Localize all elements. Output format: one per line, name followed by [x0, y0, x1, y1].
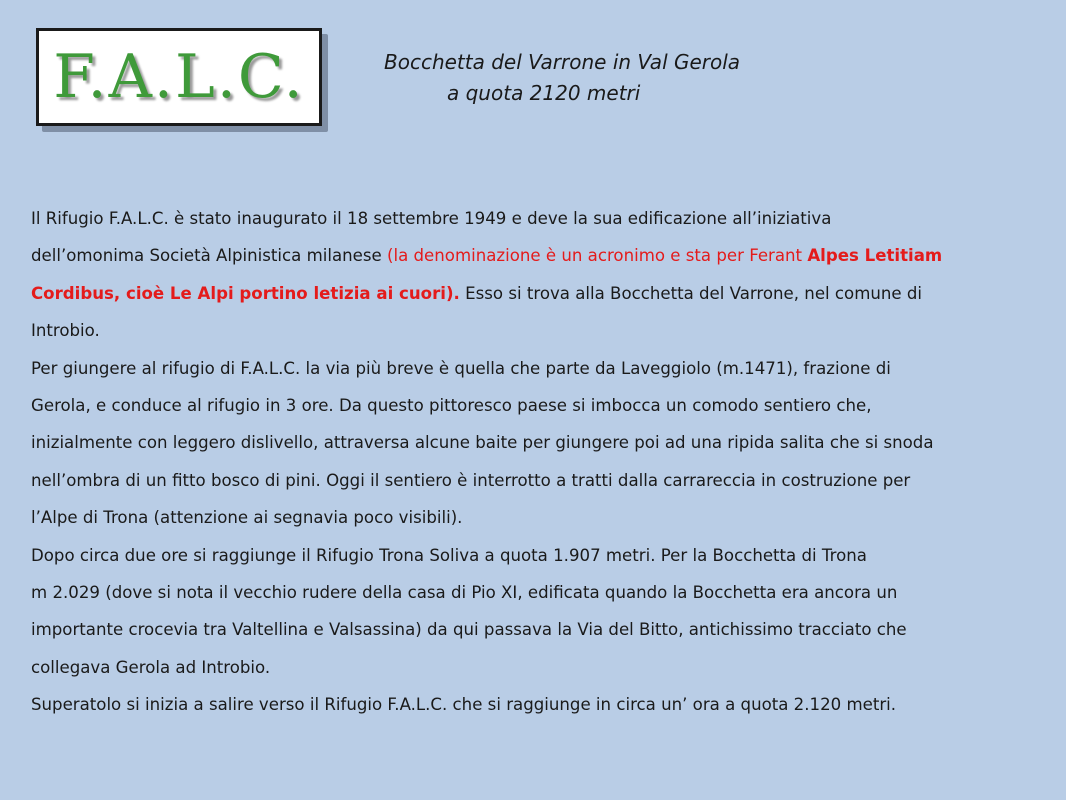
- text-line: Superatolo si inizia a salire verso il Rifugio F.A.L.C. che si raggiunge in circa un’ ora a quota 2.120 metri.: [31, 695, 897, 715]
- description-text: [31, 200, 1041, 724]
- acronym-close: ).: [445, 283, 460, 303]
- falc-logo: [36, 28, 322, 126]
- title-line-1: Bocchetta del Varrone in Val Gerola: [384, 50, 741, 74]
- page-title: [384, 47, 740, 109]
- text-segment: Esso si trova alla Bocchetta del Varrone, nel comune di: [459, 283, 923, 303]
- title-line-2: a quota 2120 metri: [447, 81, 641, 105]
- text-line: Per giungere al rifugio di F.A.L.C. la via più breve è quella che parte da Laveggiolo (m.1471), frazione di: [31, 358, 891, 378]
- text-line: importante crocevia tra Valtellina e Valsassina) da qui passava la Via del Bitto, antichissimo tracciato che: [31, 620, 907, 640]
- acronym-translation: Cordibus, cioè Le Alpi portino letizia ai cuori: [31, 283, 446, 303]
- text-line: collegava Gerola ad Introbio.: [31, 657, 271, 677]
- text-line: Introbio.: [31, 321, 100, 341]
- text-line: Gerola, e conduce al rifugio in 3 ore. Da questo pittoresco paese si imbocca un comodo sentiero che,: [31, 396, 872, 416]
- text-line: Dopo circa due ore si raggiunge il Rifugio Trona Soliva a quota 1.907 metri. Per la Bocchetta di Trona: [31, 545, 867, 565]
- text-line: [31, 275, 1041, 312]
- text-line: [31, 237, 1041, 274]
- text-line: Il Rifugio F.A.L.C. è stato inaugurato il 18 settembre 1949 e deve la sua edificazione all’iniziativa: [31, 209, 832, 228]
- text-segment: dell’omonima Società Alpinistica milanese: [31, 246, 387, 266]
- acronym-latin: Alpes Letitiam: [807, 246, 943, 266]
- text-line: nell’ombra di un fitto bosco di pini. Oggi il sentiero è interrotto a tratti dalla carrareccia in costruzione per: [31, 470, 911, 490]
- text-line: m 2.029 (dove si nota il vecchio rudere della casa di Pio XI, edificata quando la Bocchetta era ancora un: [31, 583, 898, 603]
- text-line: inizialmente con leggero dislivello, attraversa alcune baite per giungere poi ad una ripida salita che si snoda: [31, 433, 934, 453]
- acronym-note: (la denominazione è un acronimo e sta per Ferant: [387, 246, 808, 266]
- logo-text: F.A.L.C.: [53, 42, 305, 112]
- text-line: l’Alpe di Trona (attenzione ai segnavia poco visibili).: [31, 508, 463, 528]
